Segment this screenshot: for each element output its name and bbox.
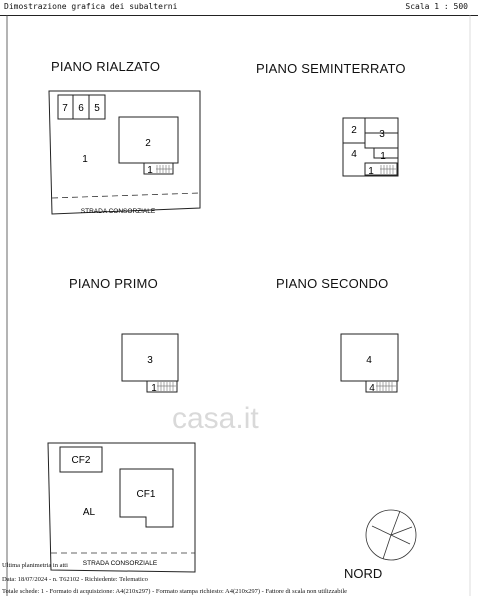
- unit-label: 4: [351, 149, 357, 160]
- unit-label: CF1: [136, 489, 156, 500]
- footer-line-1: Ultima planimetria in atti: [2, 562, 68, 569]
- plan-title-secondo: PIANO SECONDO: [276, 276, 389, 291]
- unit-label: 4: [369, 383, 375, 394]
- header-title: Dimostrazione grafica dei subalterni: [4, 2, 178, 11]
- unit-label: 1: [380, 151, 386, 162]
- unit-label: 1: [147, 165, 153, 176]
- footer-line-3: Totale schede: 1 - Formato di acquisizione: A4(210x297) - Formato stampa richiesto: A4(210x297) - Fattore di scala non utilizzabile: [2, 588, 348, 595]
- unit-label: CF2: [71, 455, 91, 466]
- unit-label: AL: [82, 507, 96, 518]
- unit-label: 5: [94, 103, 100, 114]
- unit-label: 3: [147, 355, 153, 366]
- header-scale: Scala 1 : 500: [405, 2, 468, 11]
- unit-label: 4: [366, 355, 372, 366]
- footer-line-2: Data: 18/07/2024 - n. T62102 - Richiedente: Telematico: [2, 576, 148, 583]
- unit-label: 7: [62, 103, 68, 114]
- unit-label: 1: [368, 166, 374, 177]
- plan-title-primo: PIANO PRIMO: [69, 276, 158, 291]
- unit-label: 3: [379, 129, 385, 140]
- plan-title-seminterrato: PIANO SEMINTERRATO: [256, 61, 406, 76]
- unit-label: 2: [145, 138, 151, 149]
- unit-label: 2: [351, 125, 357, 136]
- north-arrow-icon: [360, 506, 422, 564]
- road-label: STRADA CONSORZIALE: [82, 560, 158, 567]
- road-label: STRADA CONSORZIALE: [80, 208, 156, 215]
- unit-label: 6: [78, 103, 84, 114]
- compass-label: NORD: [344, 566, 383, 581]
- unit-label: 1: [151, 383, 157, 394]
- plan-title-rialzato: PIANO RIALZATO: [51, 59, 161, 74]
- unit-label: 1: [82, 154, 88, 165]
- watermark-logo: casa.it: [172, 402, 259, 435]
